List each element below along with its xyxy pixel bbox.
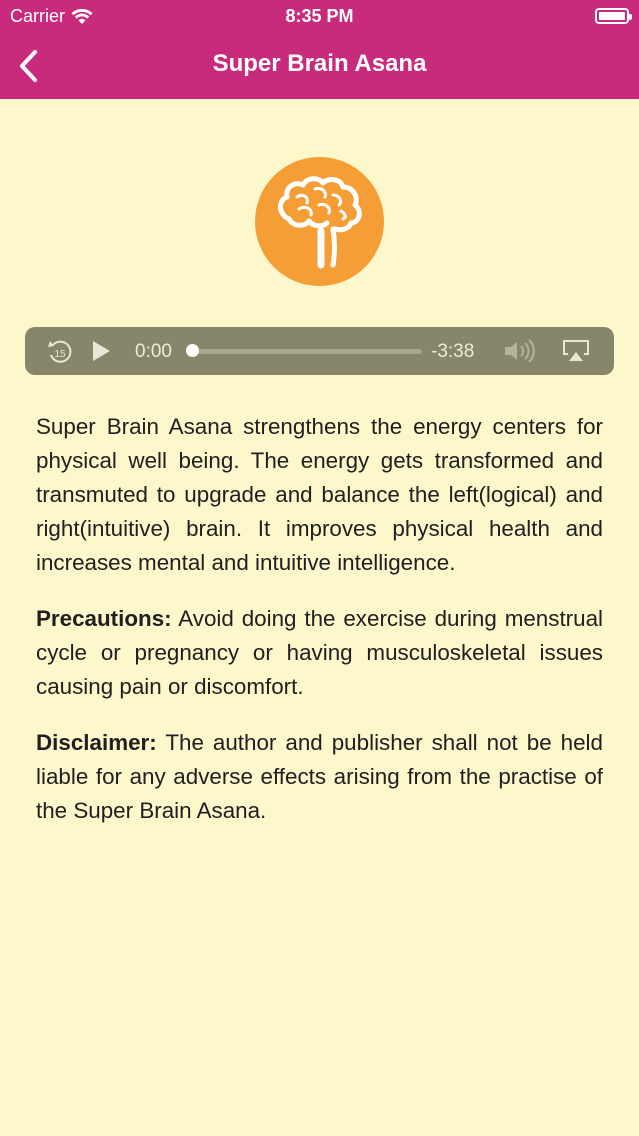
description-paragraph: Super Brain Asana strengthens the energy centers for physical well being. The energy gets transformed and transmuted to upgrade and balance the left(logical) and right(intuitive) brain. It improves physical health and increases mental and intuitive intelligence. bbox=[36, 414, 603, 575]
disclaimer-paragraph bbox=[36, 726, 603, 828]
brain-icon-badge bbox=[255, 157, 384, 286]
header bbox=[0, 0, 639, 99]
precautions-text: Avoid doing the exercise during menstrual cycle or pregnancy or having musculoskeletal issues causing pain or discomfort. bbox=[36, 606, 603, 699]
disclaimer-text: The author and publisher shall not be held liable for any adverse effects arising from the practise of the Super Brain Asana. bbox=[36, 730, 603, 823]
disclaimer-label: Disclaimer: bbox=[36, 730, 157, 755]
content bbox=[36, 410, 603, 850]
page-title: Super Brain Asana bbox=[212, 50, 427, 77]
nav-bar bbox=[0, 34, 639, 99]
status-bar bbox=[0, 0, 639, 34]
progress-track[interactable] bbox=[190, 349, 422, 354]
brain-icon bbox=[255, 157, 384, 286]
play-icon[interactable] bbox=[91, 340, 111, 362]
audio-player bbox=[25, 327, 614, 375]
precautions-paragraph bbox=[36, 602, 603, 704]
clock: 8:35 PM bbox=[285, 6, 354, 26]
battery-icon bbox=[595, 8, 629, 24]
precautions-label: Precautions: bbox=[36, 606, 172, 631]
airplay-icon[interactable] bbox=[563, 340, 589, 362]
volume-icon[interactable] bbox=[503, 339, 537, 363]
current-time: 0:00 bbox=[135, 341, 172, 362]
carrier-label: Carrier bbox=[10, 6, 66, 26]
progress-knob[interactable] bbox=[186, 344, 199, 357]
skip-back-15-icon[interactable] bbox=[47, 339, 73, 365]
remaining-time: -3:38 bbox=[431, 341, 475, 362]
skip-seconds-label: 15 bbox=[54, 349, 66, 360]
